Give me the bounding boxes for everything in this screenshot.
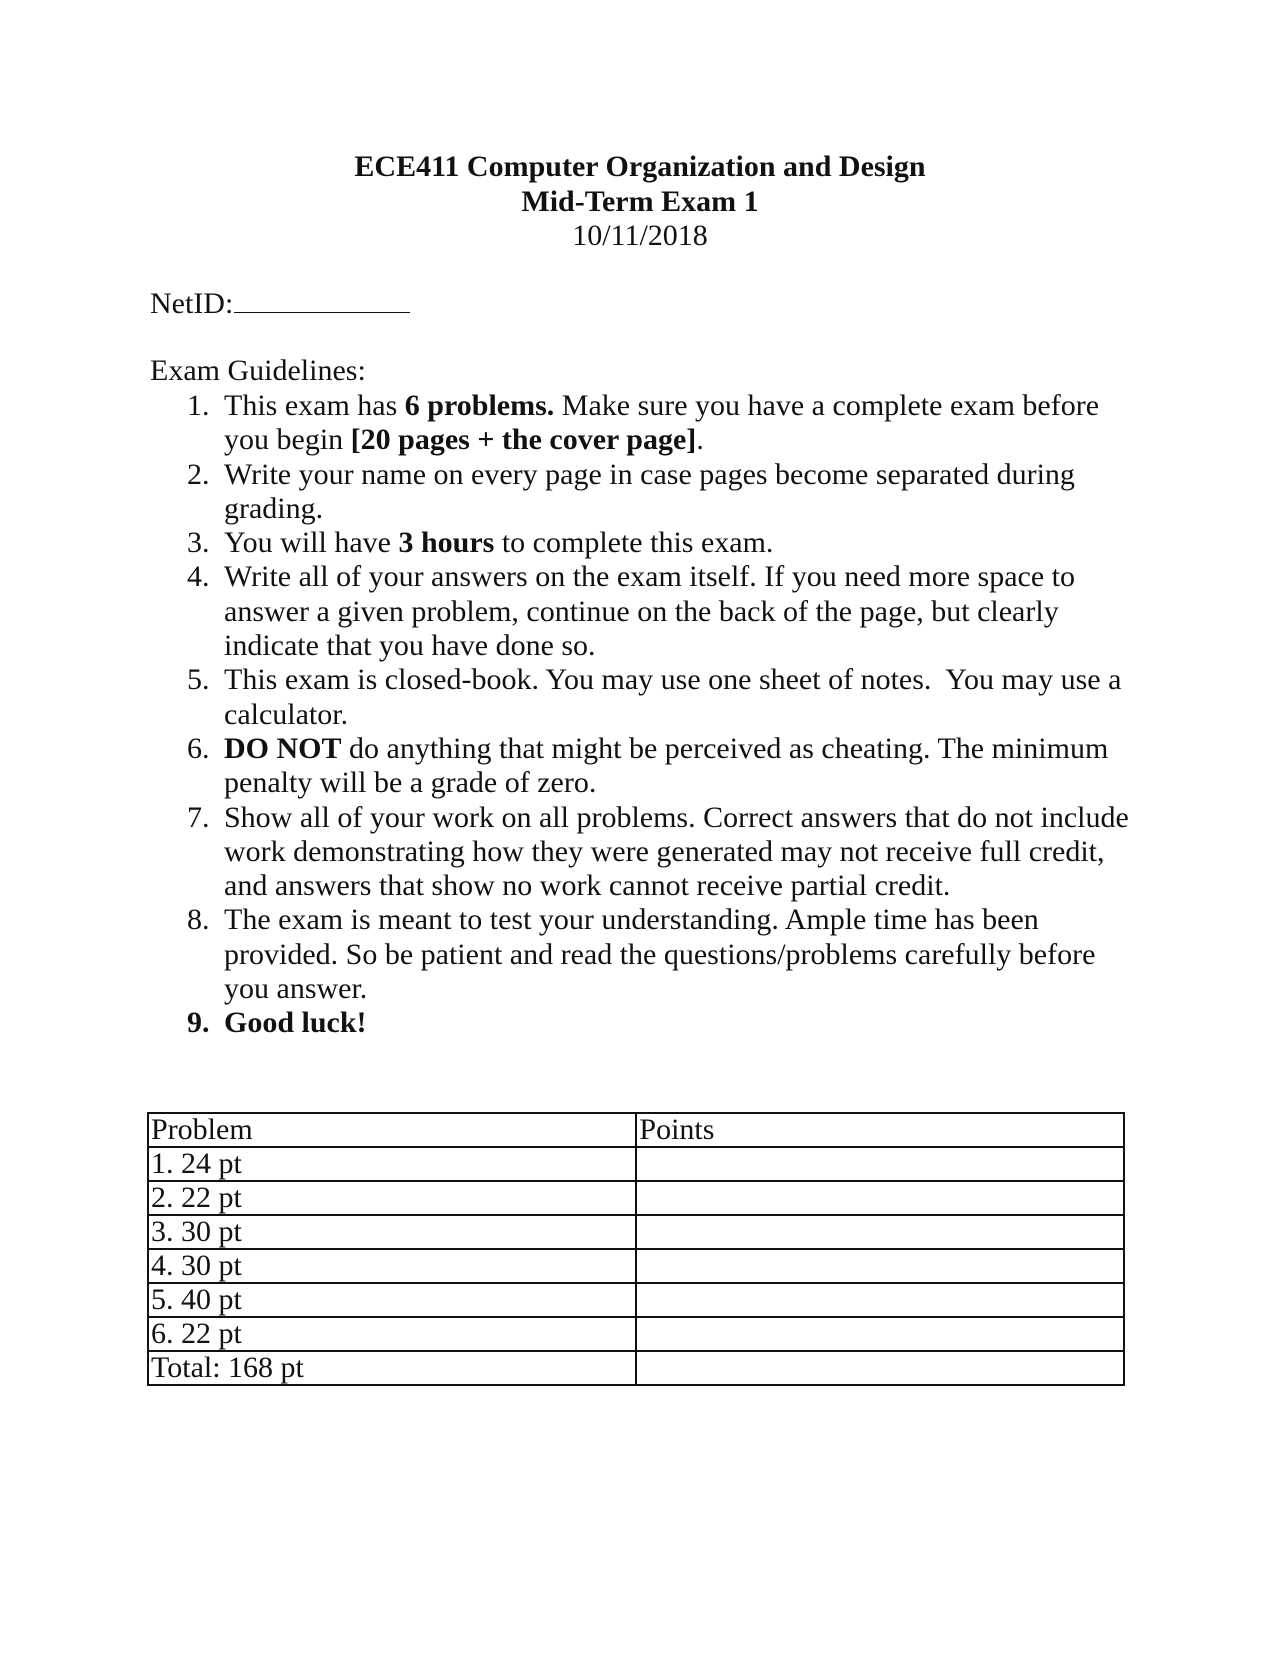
guideline-text: Write your name on every page in case pages become separated during grading. xyxy=(224,457,1075,525)
guideline-number: 6. xyxy=(187,731,210,765)
guideline-item-1 xyxy=(150,389,1130,458)
netid-label: NetID: xyxy=(150,287,234,320)
guideline-emphasis: DO NOT xyxy=(224,731,342,765)
score-table-header-row xyxy=(148,1113,1124,1147)
guideline-text: This exam has xyxy=(224,389,405,422)
guideline-text: do anything that might be perceived as cheating. The minimum penalty will be a grade of zero. xyxy=(224,731,1109,800)
guideline-item-5 xyxy=(150,663,1130,732)
points-cell[interactable] xyxy=(636,1317,1124,1351)
guideline-number: 1. xyxy=(187,389,210,422)
guideline-text: The exam is meant to test your understanding. Ample time has been provided. So be patient and read the questions/problems carefully before you answer. xyxy=(224,903,1096,1006)
score-table-row xyxy=(148,1147,1124,1181)
exam-date: 10/11/2018 xyxy=(572,219,708,252)
points-cell[interactable] xyxy=(636,1249,1124,1283)
netid-blank-line[interactable] xyxy=(234,288,410,313)
score-table xyxy=(147,1112,1125,1386)
problem-cell: 3. 30 pt xyxy=(148,1215,636,1249)
guideline-number: 8. xyxy=(187,903,210,937)
points-cell[interactable] xyxy=(636,1181,1124,1215)
guideline-number: 7. xyxy=(187,800,210,834)
guideline-item-6 xyxy=(150,732,1130,801)
guideline-text: to complete this exam. xyxy=(494,526,774,560)
guidelines-heading: Exam Guidelines: xyxy=(150,354,366,387)
guideline-text: Show all of your work on all problems. Correct answers that do not include work demonstrating how they were generated may not receive full credit, and answers that show no work cannot receive partial credit. xyxy=(224,800,1129,903)
guideline-number: 9. xyxy=(187,1006,210,1040)
score-table-row xyxy=(148,1215,1124,1249)
netid-field[interactable] xyxy=(150,287,410,321)
guideline-text: This exam is closed-book. You may use one sheet of notes. You may use a calculator. xyxy=(224,663,1129,731)
points-cell[interactable] xyxy=(636,1147,1124,1181)
guideline-item-8 xyxy=(150,903,1130,1006)
guideline-item-2 xyxy=(150,458,1130,527)
guideline-item-4 xyxy=(150,560,1130,663)
total-points-cell[interactable] xyxy=(636,1351,1124,1385)
problem-cell: 4. 30 pt xyxy=(148,1249,636,1283)
problem-cell: 5. 40 pt xyxy=(148,1283,636,1317)
points-cell[interactable] xyxy=(636,1215,1124,1249)
exam-course-title: ECE411 Computer Organization and Design xyxy=(354,150,926,183)
guideline-text: You will have xyxy=(224,526,399,560)
guideline-item-7 xyxy=(150,801,1130,904)
total-cell: Total: 168 pt xyxy=(148,1351,636,1385)
guideline-number: 5. xyxy=(187,663,210,697)
guideline-emphasis: Good luck! xyxy=(224,1006,367,1040)
points-column-header: Points xyxy=(636,1113,1124,1147)
guideline-item-9 xyxy=(150,1006,1130,1040)
guideline-number: 4. xyxy=(187,560,210,594)
score-table-row xyxy=(148,1181,1124,1215)
problem-cell: 1. 24 pt xyxy=(148,1147,636,1181)
guideline-text: . xyxy=(696,423,704,457)
score-table-row xyxy=(148,1317,1124,1351)
guideline-number: 3. xyxy=(187,526,210,560)
guideline-item-3 xyxy=(150,526,1130,560)
guideline-emphasis: 3 hours xyxy=(398,526,495,560)
guideline-number: 2. xyxy=(187,457,210,491)
guideline-text: Write all of your answers on the exam itself. If you need more space to answer a given problem, continue on the back of the page, but clearly indicate that you have done so. xyxy=(224,560,1076,663)
guideline-text: Make sure you have a complete exam before you begin xyxy=(224,389,1100,457)
points-cell[interactable] xyxy=(636,1283,1124,1317)
problem-cell: 6. 22 pt xyxy=(148,1317,636,1351)
guidelines-list xyxy=(150,389,1130,1041)
score-table-row xyxy=(148,1249,1124,1283)
guideline-emphasis: [20 pages + the cover page] xyxy=(350,423,697,457)
problem-cell: 2. 22 pt xyxy=(148,1181,636,1215)
guideline-emphasis: 6 problems. xyxy=(404,389,555,422)
score-table-total-row xyxy=(148,1351,1124,1385)
exam-subtitle: Mid-Term Exam 1 xyxy=(521,185,759,218)
score-table-row xyxy=(148,1283,1124,1317)
problem-column-header: Problem xyxy=(148,1113,636,1147)
